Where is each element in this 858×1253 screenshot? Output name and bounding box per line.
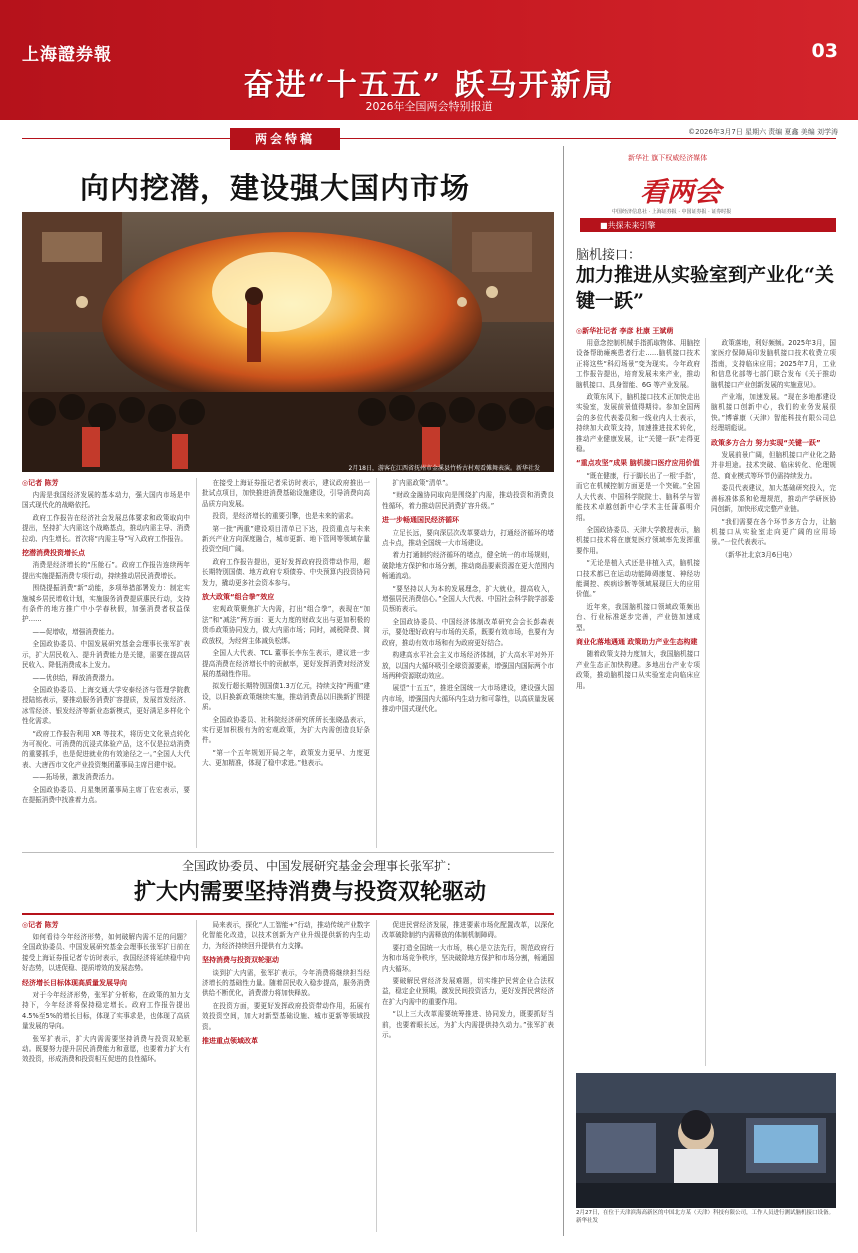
paragraph: 政策东风下，脑机接口技术正加快走出实验室，发展前景值得期待。参加全国两会的多位代表委员和一线业内人士表示，持续加大政策支持，加速推进技术转化，推动产业健康发展，让“关键一跃”走得更稳。 — [576, 393, 700, 454]
dateline: ©2026年3月7日 星期六 责编 夏鑫 美编 刘学涛 — [688, 128, 838, 136]
paragraph: 拟发行超长期特别国债1.3万亿元，持续支持“两重”建设，以旧换新政策继续实施，推动消费品以旧换新扩围提质。 — [202, 682, 370, 712]
paragraph: 张军扩表示，扩大内需需要坚持消费与投资双轮驱动。既要努力提升居民消费能力和意愿，也要着力扩大有效投资，形成消费和投资相互促进的良性循环。 — [22, 1034, 190, 1064]
subheading: 放大政策“组合拳”效应 — [202, 593, 275, 602]
article2-kicker: 全国政协委员、中国发展研究基金会理事长张军扩： — [181, 859, 458, 873]
paragraph: 全国政协委员、中国发展研究基金会理事长张军扩表示，扩大居民收入、提升消费能力是关键，需要在提高居民收入、降低消费成本上发力。 — [22, 640, 190, 670]
feature-logo-top: 新华社 旗下权威经济媒体 — [628, 154, 708, 162]
article1-byline: ◎记者 陈芳 — [22, 479, 59, 487]
article2-headline: 扩大内需要坚持消费与投资双轮驱动 — [133, 879, 486, 905]
subheading: 推进重点领域改革 — [202, 1037, 258, 1046]
article1-column-1 — [22, 490, 190, 848]
paragraph: 第一批“两重”建设项目清单已下达，投资重点与未来新兴产业方向深度融合，城市更新、地下管网等领域存量投资空间广阔。 — [202, 524, 370, 554]
section-tag: 两会特稿 — [230, 128, 340, 150]
paragraph: 促进民营经济发展，推进要素市场化配置改革，以深化改革破除制约内需释放的体制机制障碍。 — [382, 921, 554, 940]
right-kicker: 脑机接口： — [576, 248, 642, 263]
article1-headline: 向内挖潜，建设强大国内市场 — [80, 171, 471, 205]
article1-column-3 — [382, 478, 554, 848]
subheading: 商业化落地遇通 政策助力产业生态构建 — [576, 637, 698, 646]
paragraph: 扩内需政策“清单”。 — [392, 479, 453, 487]
paragraph: 全国人大代表、TCL 董事长李东生表示，建议进一步提高消费在经济增长中的贡献率，更好发挥消费对经济发展的基础性作用。 — [202, 649, 370, 678]
feature-logo: 看两会 — [640, 177, 721, 208]
right-headline: 加力推进从实验室到产业化“关键一跃” — [576, 264, 834, 312]
paragraph: 政府工作报告提出，更好发挥政府投资带动作用，超长期特别国债、地方政府专项债券、中央预算内投资协同发力，撬动更多社会资本参与。 — [202, 557, 370, 587]
paragraph: 全国政协委员、中国经济体制改革研究会会长彭森表示，要处理好政府与市场的关系，既要有效市场，也要有为政府，推动有效市场和有为政府更好结合。 — [382, 617, 554, 647]
banner-slogan: 奋进“十五五” 跃马开新局 — [243, 68, 615, 103]
paragraph: “财政金融协同取向是围绕扩内需，推动投资和消费良性循环，着力推动居民消费扩容升级。” — [382, 491, 554, 510]
paragraph: 消费是经济增长的“压舱石”。政府工作报告连续两年提出实施提振消费专项行动，持续推动居民消费增长。 — [22, 561, 190, 580]
paragraph: 全国政协委员、天津大学教授表示，脑机接口技术将在康复医疗领域率先发挥重要作用。 — [576, 525, 700, 555]
column-divider — [376, 920, 377, 1232]
article2-column-2 — [202, 920, 370, 1232]
paragraph: 委员代表建议，加大基础研究投入，完善标准体系和伦理规范，推动产学研医协同创新，加快形成完整产业链。 — [711, 484, 836, 514]
column-divider — [376, 478, 377, 848]
paragraph: 对于今年经济形势，张军扩分析称，在政策的加力支持下，今年经济将保持稳定增长。政府工作报告提出4.5%至5%的增长目标，体现了实事求是，也体现了高质量发展的导向。 — [22, 991, 190, 1031]
subheading: 经济增长目标体现高质量发展导向 — [22, 978, 127, 987]
article2-column-3 — [382, 920, 554, 1232]
right-photo — [576, 1073, 836, 1208]
article1-column-2 — [202, 478, 370, 848]
paragraph: 要破解民营经济发展难题，切实维护民营企业合法权益，稳定企业预期，激发民间投资活力，更好发挥民营经济在扩大内需中的重要作用。 — [382, 977, 554, 1006]
paragraph: 在投资方面，要更好发挥政府投资带动作用，拓展有效投资空间，加大对新型基础设施、城市更新等领域投资。 — [202, 1001, 370, 1031]
lab-testing-photo-icon — [576, 1073, 836, 1208]
paragraph: “第一个五年规划开局之年，政策发力更早、力度更大、更加精准，体现了稳中求进。”他表示。 — [202, 748, 370, 768]
paragraph: “既在健康，行于脚长出了一根‘手指’，而它在机械控制方面更是一个突破。”全国人大代表、中国科学院院士、脑科学与智能技术卓越创新中心学术主任蒲慕明介绍。 — [576, 471, 700, 522]
paragraph: “我们需要在各个环节多方合力，让脑机接口从实验室走向更广阔的应用场景。”一位代表表示。 — [711, 517, 836, 547]
paragraph: 近年来，我国脑机接口领域政策频出台、行业标准逐步完善，产业链加速成型。 — [576, 602, 700, 632]
paragraph: 投资，是经济增长的重要引擎，也是未来的需求。 — [212, 512, 358, 521]
paragraph: 政府工作报告在经济社会发展总体要求和政策取向中提出，坚持扩大内需这个战略基点，推动内需主导、消费拉动、内生增长。首次将“内需主导”写入政府工作报告。 — [22, 513, 190, 543]
paragraph: 用意念控制机械手指抓取物体、用脑控设备帮助瘫痪患者行走……脑机接口技术正将这些“科幻场景”变为现实。今年政府工作报告提出，培育发展未来产业，推动脑机接口、具身智能、6G 等产业发展。 — [576, 339, 700, 389]
right-column-2 — [711, 338, 836, 1066]
article-divider — [22, 852, 554, 853]
paragraph: ——拓场景，激发消费活力。 — [32, 773, 119, 782]
feature-logo-bottom: 中国经济信息社 · 上海证券报 · 中国证券报 · 证券时报 — [612, 209, 732, 215]
paragraph: 构建高水平社会主义市场经济体制，扩大高水平对外开放，以国内大循环吸引全球资源要素，增强国内国际两个市场两种资源联动效应。 — [382, 651, 554, 680]
page-number: 03 — [811, 40, 838, 62]
article1-photo-caption: 2月18日，游客在江西省抚州市金溪县竹桥古村观看傩舞表演。新华社发 — [348, 465, 540, 472]
subheading: 坚持消费与投资双轮驱动 — [202, 956, 279, 965]
column-divider — [705, 338, 706, 1066]
paragraph: 全国政协委员、社科院经济研究所所长张晓晶表示，实行更加积极有为的宏观政策，为扩大内需创造良好条件。 — [202, 715, 370, 745]
paragraph: 内需是我国经济发展的基本动力，强大国内市场是中国式现代化的战略依托。 — [22, 491, 190, 510]
rail-divider — [563, 146, 564, 1236]
paragraph: 在接受上海证券报记者采访时表示，建议政府推出一批试点项目，加快推进消费基础设施建设，引导消费向高品质方向发展。 — [202, 479, 370, 508]
paragraph: 立足长远，要向深层次改革要动力，打通经济循环的堵点卡点，推动全国统一大市场建设。 — [382, 528, 554, 548]
paragraph: “无论是植入式还是非植入式，脑机接口技术都已在运动功能障碍康复、神经功能调控、疾病诊断等领域展现巨大的应用价值。” — [576, 559, 700, 599]
paragraph: 宏观政策聚焦扩大内需，打出“组合拳”，表现在“加法”和“减法”两方面：更大力度的财政支出与更加积极的货币政策协同发力，做大内需市场；同时，减税降费、简政放权，为经营主体减负松绑。 — [202, 605, 370, 645]
right-photo-caption: 2月27日，在位于天津滨海高新区的中国北方某（天津）科技有限公司，工作人员进行测试脑机接口设备。新华社发 — [576, 1210, 835, 1224]
article2-byline: ◎记者 陈芳 — [22, 921, 59, 929]
article2-column-1 — [22, 932, 190, 1232]
subheading: 进一步畅通国民经济循环 — [382, 516, 459, 525]
paragraph: 产业端，加速发展。“现在多地都建设脑机接口创新中心，我们的业务发展很快。”博睿康（天津）智能科技有限公司总经理胡彪说。 — [711, 393, 836, 433]
feature-strip-label: ■共探未来引擎 — [600, 221, 656, 230]
paragraph: 展望“十五五”，推进全国统一大市场建设，建设强大国内市场，增强国内大循环内生动力和可靠性，以高质量发展推动中国式现代化。 — [382, 684, 554, 714]
paragraph: “以上三大改革需要统筹推进、协同发力，既要抓好当前，也要着眼长远，为扩大内需提供持久动力。”张军扩表示。 — [382, 1010, 554, 1040]
paragraph: “政府工作报告利用 XR 等技术，将历史文化景点转化为可视化、可消费的沉浸式体验产品，这不仅是拉动消费的重要抓手，也是促进就业的有效途径之一。”全国人大代表、大唐西市文化产业投资集团董事局主席吕建中说。 — [22, 729, 190, 769]
article1-photo — [22, 212, 554, 472]
paragraph: 随着政策支持力度加大，我国脑机接口产业生态正加快构建。多地出台产业专项政策，推动脑机接口从实验室走向临床应用。 — [576, 650, 700, 690]
paragraph: （新华社北京3月6日电） — [721, 550, 796, 559]
paragraph: 局来表示，探化“人工智能+”行动，推动传统产业数字化智能化改造，以技术创新为产业升级提供新的内生动力，为经济持续回升提供有力支撑。 — [202, 921, 370, 950]
paragraph: 全国政协委员、上海交通大学安泰经济与管理学院教授陆铭表示，要推动服务消费扩容提质，发展首发经济、冰雪经济、银发经济等新业态新模式，更好满足多样化个性化需求。 — [22, 685, 190, 726]
paragraph: 要打造全国统一大市场，核心是立法先行，规范政府行为和市场竞争秩序，坚决破除地方保护和市场分割，畅通国内大循环。 — [382, 943, 554, 973]
stage-performance-photo-icon — [22, 212, 554, 472]
paragraph: 着力打通制约经济循环的堵点，健全统一的市场规则，破除地方保护和市场分割，推动商品要素资源在更大范围内畅通流动。 — [382, 551, 554, 581]
top-rule — [22, 138, 836, 139]
subheading: “重点攻坚”成果 脑机接口医疗应用价值 — [576, 459, 700, 468]
subheading: 政策多方合力 努力实现“关键一跃” — [711, 438, 821, 447]
paragraph: 政策落地，利好频频。2025年3月，国家医疗保障局印发脑机接口技术收费立项指南，支持临床应用；2025年7月，工业和信息化部等七部门联合发布《关于推动脑机接口产业创新发展的实施意见》。 — [711, 339, 836, 389]
paper-name: 上海證券報 — [22, 45, 112, 65]
column-divider — [196, 478, 197, 848]
right-byline: ◎新华社记者 李彦 杜康 王斌萌 — [576, 327, 674, 335]
paragraph: 全国政协委员、月星集团董事局主席丁佐宏表示，要在提振消费中找准着力点。 — [22, 785, 190, 804]
paragraph: 发展前景广阔，但脑机接口产业化之路并非坦途。技术突破、临床转化、伦理规范、商业模式等环节仍需持续发力。 — [711, 451, 836, 480]
column-divider — [196, 920, 197, 1232]
paragraph: ——促增收，增强消费能力。 — [32, 627, 119, 636]
paragraph: 围绕提振消费“新”动能，多项举措部署发力：制定实施城乡居民增收计划，实施服务消费提质惠民行动，支持有条件的地方推广中小学春秋假，加强消费者权益保护…… — [22, 584, 190, 624]
right-column-1 — [576, 338, 700, 1066]
paragraph: ——优供给，释放消费潜力。 — [32, 673, 119, 682]
paragraph: “要坚持以人为本的发展理念，扩大就业，提高收入，增强居民消费信心。”全国人大代表、中国社会科学院学部委员蔡昉表示。 — [382, 584, 554, 614]
banner-subtitle: 2026年全国两会特别报道 — [365, 100, 493, 113]
subheading: 挖潜消费投资增长点 — [22, 549, 85, 558]
paragraph: 如何看待今年经济形势，如何破解内需不足的问题？全国政协委员、中国发展研究基金会理事长张军扩日前在接受上海证券报记者专访时表示，我国经济将延续稳中向好态势，以进促稳、提质增效的发展态势。 — [22, 933, 190, 973]
paragraph: 谈到扩大内需，张军扩表示，今年消费将继续担当经济增长的基础性力量。随着居民收入稳步提高，服务消费供给不断优化，消费潜力将加快释放。 — [202, 968, 370, 998]
article2-rule — [22, 913, 554, 915]
